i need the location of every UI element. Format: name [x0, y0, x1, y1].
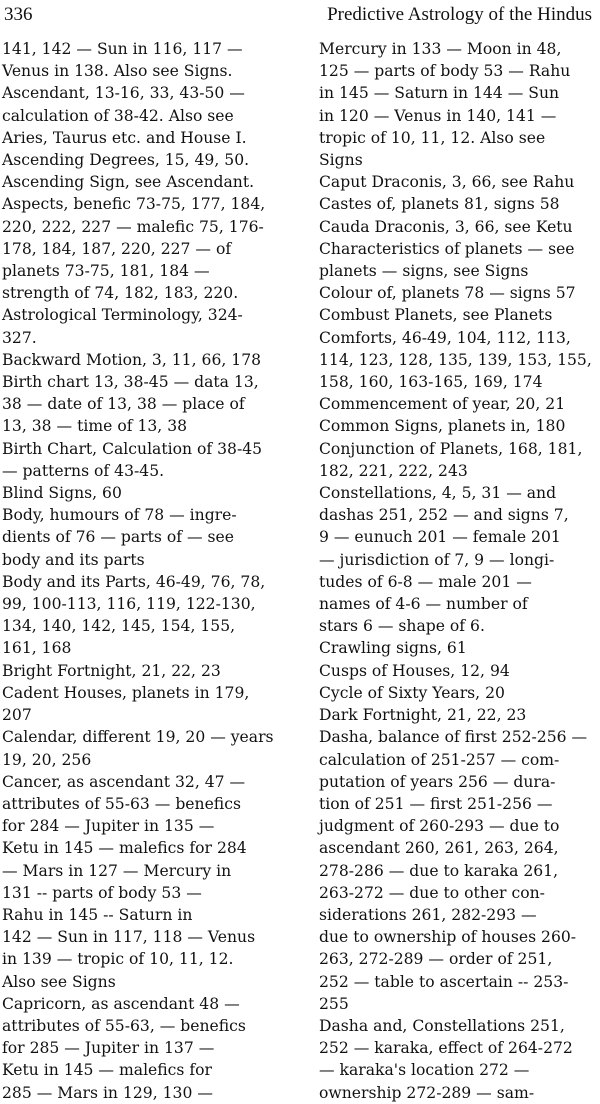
index-entry [319, 304, 597, 326]
index-entry-line: Cusps of Houses, 12, 94 [319, 661, 510, 680]
index-entry-line: dashas 251, 252 — and signs 7, [319, 506, 569, 525]
index-entry [2, 571, 292, 660]
index-entry-line: planets — signs, see Signs [319, 262, 529, 281]
index-entry-line: Signs [319, 151, 363, 170]
index-entry-line: siderations 261, 282-293 — [319, 905, 537, 924]
index-entry-line: Also see Signs [2, 972, 116, 991]
index-entry-line: Calendar, different 19, 20 — years [2, 728, 274, 747]
index-entry-line: 252 — table to ascertain -- 253- [319, 972, 569, 991]
index-entry-line: 182, 221, 222, 243 [319, 461, 468, 480]
index-entry [319, 704, 597, 726]
index-entry-line: Cadent Houses, planets in 179, [2, 683, 250, 702]
index-entry-line: calculation of 251-257 — com- [319, 750, 560, 769]
index-entry [319, 171, 597, 193]
index-entry-line: tropic of 10, 11, 12. Also see [319, 128, 546, 147]
index-entry-line: Ascending Sign, see Ascendant. [2, 173, 255, 192]
index-entry [319, 327, 597, 394]
index-entry-line: Common Signs, planets in, 180 [319, 417, 566, 436]
index-entry [319, 682, 597, 704]
index-entry-line: putation of years 256 — dura- [319, 772, 556, 791]
index-entry-line: Ascending Degrees, 15, 49, 50. [2, 151, 250, 170]
index-entry-line: due to ownership of houses 260- [319, 928, 577, 947]
index-entry [319, 438, 597, 482]
index-entry-line: Astrological Terminology, 324- [2, 306, 243, 325]
index-entry [2, 38, 292, 82]
index-entry-line: 13, 38 — time of 13, 38 [2, 417, 188, 436]
index-entry-line: — karaka's location 272 — [319, 1061, 530, 1080]
index-entry-line: Commencement of year, 20, 21 [319, 395, 566, 414]
page-header [4, 4, 592, 34]
index-entry [2, 682, 292, 726]
index-entry-line: — Mars in 127 — Mercury in [2, 861, 232, 880]
index-entry-line: names of 4-6 — number of [319, 595, 528, 614]
index-entry [319, 38, 597, 171]
index-entry-line: Crawling signs, 61 [319, 639, 467, 658]
index-entry-line: 327. [2, 328, 37, 347]
index-entry-line: Birth chart 13, 38-45 — data 13, [2, 373, 259, 392]
index-entry [319, 393, 597, 415]
index-entry [2, 993, 292, 1104]
index-entry-line: Body, humours of 78 — ingre- [2, 506, 237, 525]
index-entry-line: 114, 123, 128, 135, 139, 153, 155, [319, 350, 592, 369]
index-entry-line: Blind Signs, 60 [2, 484, 122, 503]
index-entry-line: body and its parts [2, 550, 145, 569]
index-entry [319, 193, 597, 215]
index-entry-line: Dasha and, Constellations 251, [319, 1016, 565, 1035]
index-column-left [2, 38, 292, 1104]
index-entry-line: Dasha, balance of first 252-256 — [319, 728, 588, 747]
index-entry-line: Ascendant, 13-16, 33, 43-50 — [2, 84, 245, 103]
index-entry-line: 9 — eunuch 201 — female 201 [319, 528, 561, 547]
index-entry-line: Body and its Parts, 46-49, 76, 78, [2, 572, 266, 591]
index-entry-line: 134, 140, 142, 145, 154, 155, [2, 617, 236, 636]
index-entry-line: 131 -- parts of body 53 — [2, 883, 202, 902]
index-entry-line: tudes of 6-8 — male 201 — [319, 572, 532, 591]
index-entry-line: Ketu in 145 — malefics for 284 [2, 839, 247, 858]
index-entry-line: Characteristics of planets — see [319, 239, 575, 258]
index-entry-line: Conjunction of Planets, 168, 181, [319, 439, 583, 458]
index-entry [319, 216, 597, 238]
index-entry-line: tion of 251 — first 251-256 — [319, 794, 553, 813]
index-entry-line: Bright Fortnight, 21, 22, 23 [2, 661, 221, 680]
index-entry [2, 438, 292, 482]
index-entry-line: ownership 272-289 — sam- [319, 1083, 535, 1102]
index-entry-line: Combust Planets, see Planets [319, 306, 553, 325]
index-entry [319, 238, 597, 282]
index-entry [319, 726, 597, 1015]
index-entry-line: attributes of 55-63 — benefics [2, 794, 241, 813]
index-entry-line: Capricorn, as ascendant 48 — [2, 994, 240, 1013]
running-title: Predictive Astrology of the Hindus [327, 4, 592, 25]
index-entry [2, 504, 292, 571]
index-entry-line: 220, 222, 227 — malefic 75, 176- [2, 217, 264, 236]
index-entry [319, 415, 597, 437]
index-entry [319, 637, 597, 659]
index-entry-line: 178, 184, 187, 220, 227 — of [2, 239, 232, 258]
index-entry-line: stars 6 — shape of 6. [319, 617, 485, 636]
index-entry-line: Constellations, 4, 5, 31 — and [319, 484, 557, 503]
index-entry-line: 158, 160, 163-165, 169, 174 [319, 373, 543, 392]
index-entry-line: Castes of, planets 81, signs 58 [319, 195, 560, 214]
index-entry-line: in 145 — Saturn in 144 — Sun [319, 84, 560, 103]
index-entry-line: dients of 76 — parts of — see [2, 528, 235, 547]
index-entry-line: 263, 272-289 — order of 251, [319, 950, 553, 969]
index-entry-line: planets 73-75, 181, 184 — [2, 262, 210, 281]
index-entry-line: for 285 — Jupiter in 137 — [2, 1039, 215, 1058]
index-entry-line: 141, 142 — Sun in 116, 117 — [2, 40, 243, 58]
index-entry-line: — patterns of 43-45. [2, 461, 165, 480]
page-number: 336 [4, 4, 33, 25]
index-entry [319, 1015, 597, 1104]
index-entry-line: 161, 168 [2, 639, 72, 658]
index-entry-line: 278-286 — due to karaka 261, [319, 861, 559, 880]
index-entry [2, 171, 292, 193]
index-entry-line: Mercury in 133 — Moon in 48, [319, 40, 562, 58]
index-entry-line: Backward Motion, 3, 11, 66, 178 [2, 350, 262, 369]
index-entry-line: Cauda Draconis, 3, 66, see Ketu [319, 217, 573, 236]
index-entry [2, 371, 292, 438]
index-entry-line: Rahu in 145 -- Saturn in [2, 905, 193, 924]
index-entry [2, 304, 292, 348]
index-entry-line: 99, 100-113, 116, 119, 122-130, [2, 595, 256, 614]
index-entry [2, 349, 292, 371]
index-entry-line: 285 — Mars in 129, 130 — [2, 1083, 213, 1102]
index-entry-line: Aspects, benefic 73-75, 177, 184, [2, 195, 266, 214]
index-entry-line: in 139 — tropic of 10, 11, 12. [2, 950, 234, 969]
index-entry-line: Ketu in 145 — malefics for [2, 1061, 212, 1080]
index-entry-line: 252 — karaka, effect of 264-272 [319, 1039, 573, 1058]
index-entry-line: strength of 74, 182, 183, 220. [2, 284, 239, 303]
index-entry-line: calculation of 38-42. Also see [2, 106, 234, 125]
index-entry [2, 82, 292, 149]
index-entry [2, 482, 292, 504]
index-entry-line: — jurisdiction of 7, 9 — longi- [319, 550, 555, 569]
index-entry-line: Aries, Taurus etc. and House I. [2, 128, 247, 147]
index-entry-line: for 284 — Jupiter in 135 — [2, 817, 215, 836]
index-entry [2, 726, 292, 770]
index-entry [2, 193, 292, 304]
index-column-right [319, 38, 597, 1104]
index-entry-line: 207 [2, 706, 32, 725]
index-entry-line: judgment of 260-293 — due to [319, 817, 560, 836]
index-entry-line: Dark Fortnight, 21, 22, 23 [319, 706, 527, 725]
index-entry-line: 19, 20, 256 [2, 750, 92, 769]
index-entry-line: Cycle of Sixty Years, 20 [319, 683, 505, 702]
index-entry-line: 255 [319, 994, 349, 1013]
index-entry-line: 38 — date of 13, 38 — place of [2, 395, 245, 414]
index-entry-line: Comforts, 46-49, 104, 112, 113, [319, 328, 571, 347]
index-entry-line: 142 — Sun in 117, 118 — Venus [2, 928, 256, 947]
index-entry-line: Cancer, as ascendant 32, 47 — [2, 772, 246, 791]
index-entry [2, 660, 292, 682]
index-entry [319, 282, 597, 304]
index-entry-line: 125 — parts of body 53 — Rahu [319, 62, 571, 81]
index-entry [2, 149, 292, 171]
index-entry-line: Colour of, planets 78 — signs 57 [319, 284, 576, 303]
index-entry-line: Birth Chart, Calculation of 38-45 [2, 439, 263, 458]
index-entry [319, 660, 597, 682]
index-entry-line: Caput Draconis, 3, 66, see Rahu [319, 173, 575, 192]
index-entry-line: attributes of 55-63, — benefics [2, 1016, 246, 1035]
index-entry [2, 771, 292, 993]
index-entry-line: ascendant 260, 261, 263, 264, [319, 839, 559, 858]
index-entry-line: Venus in 138. Also see Signs. [2, 62, 233, 81]
index-entry-line: in 120 — Venus in 140, 141 — [319, 106, 557, 125]
index-entry [319, 482, 597, 637]
index-entry-line: 263-272 — due to other con- [319, 883, 545, 902]
